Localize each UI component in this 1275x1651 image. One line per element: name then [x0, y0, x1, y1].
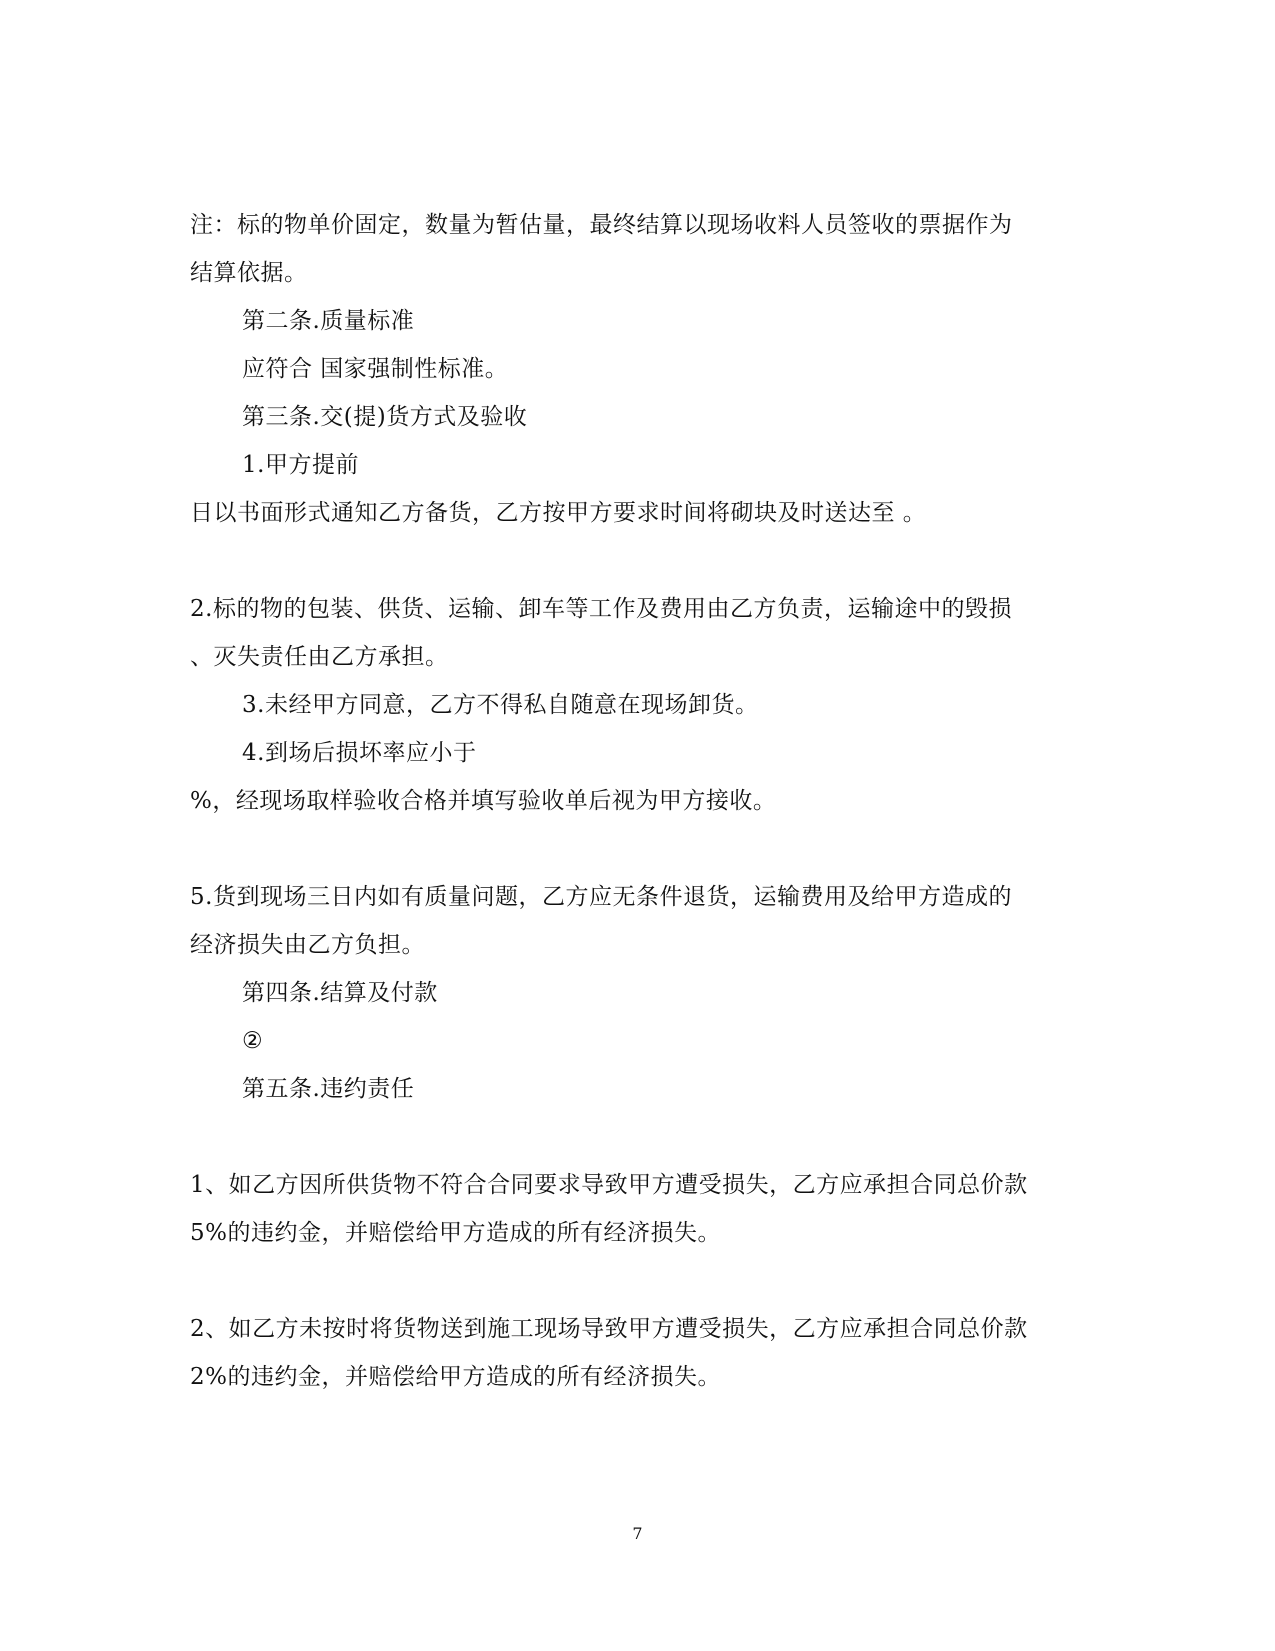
article-4-heading: 第四条.结算及付款 — [242, 980, 438, 1006]
clause-3-1-start: 1.甲方提前 — [242, 452, 359, 478]
clause-5-1-line-1: 1、如乙方因所供货物不符合合同要求导致甲方遭受损失，乙方应承担合同总价款 — [190, 1172, 1028, 1198]
clause-3-5-line-1: 5.货到现场三日内如有质量问题，乙方应无条件退货，运输费用及给甲方造成的 — [190, 884, 1012, 910]
clause-3-3: 3.未经甲方同意，乙方不得私自随意在现场卸货。 — [242, 692, 759, 718]
clause-5-1-line-2: 5%的违约金，并赔偿给甲方造成的所有经济损失。 — [190, 1220, 721, 1246]
clause-3-2-line-1: 2.标的物的包装、供货、运输、卸车等工作及费用由乙方负责，运输途中的毁损 — [190, 596, 1012, 622]
clause-3-4-continued: %，经现场取样验收合格并填写验收单后视为甲方接收。 — [190, 788, 777, 814]
clause-3-5-line-2: 经济损失由乙方负担。 — [190, 932, 425, 958]
page-number: 7 — [632, 1524, 643, 1543]
note-line-2: 结算依据。 — [190, 260, 308, 286]
clause-3-2-line-2: 、灭失责任由乙方承担。 — [190, 644, 449, 670]
article-5-heading: 第五条.违约责任 — [242, 1076, 415, 1102]
article-3-heading: 第三条.交(提)货方式及验收 — [242, 404, 528, 430]
note-line-1: 注：标的物单价固定，数量为暂估量，最终结算以现场收料人员签收的票据作为 — [190, 212, 1013, 238]
article-4-item-marker: ② — [242, 1028, 264, 1054]
clause-5-2-line-1: 2、如乙方未按时将货物送到施工现场导致甲方遭受损失，乙方应承担合同总价款 — [190, 1316, 1028, 1342]
article-2-heading: 第二条.质量标准 — [242, 308, 415, 334]
clause-3-4-start: 4.到场后损坏率应小于 — [242, 740, 477, 766]
clause-3-1-continued: 日以书面形式通知乙方备货，乙方按甲方要求时间将砌块及时送达至 。 — [190, 500, 927, 526]
clause-5-2-line-2: 2%的违约金，并赔偿给甲方造成的所有经济损失。 — [190, 1364, 721, 1390]
article-2-text: 应符合 国家强制性标准。 — [242, 356, 509, 382]
